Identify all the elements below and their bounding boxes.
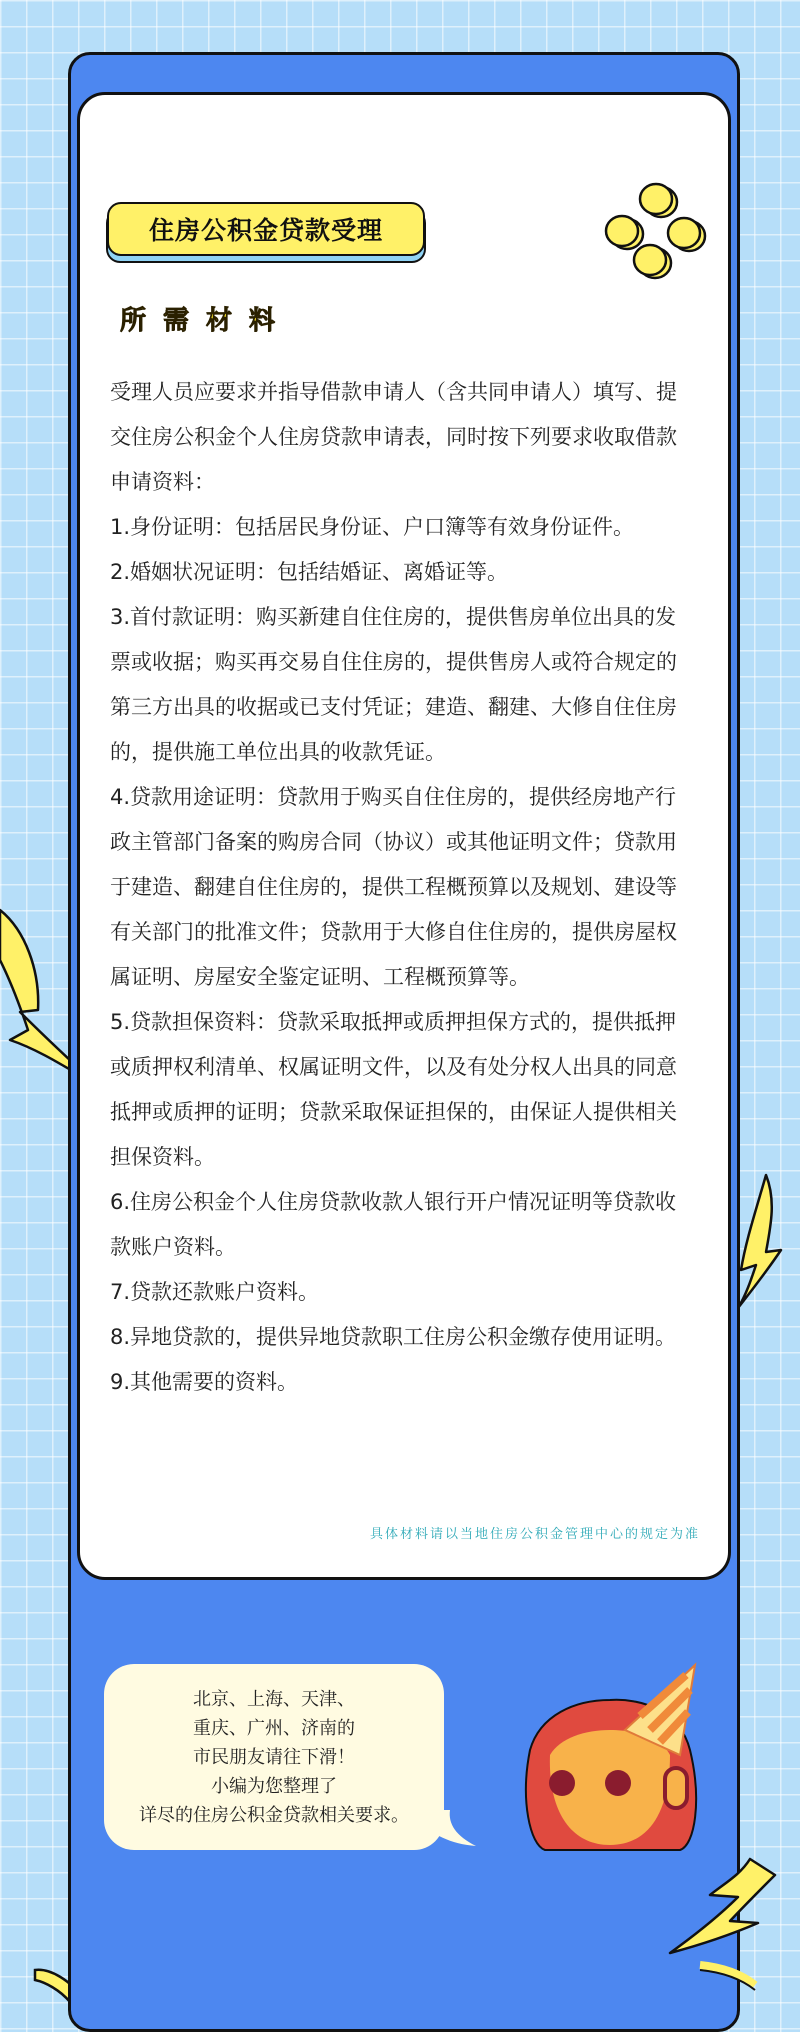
list-item: 8.异地贷款的，提供异地贷款职工住房公积金缴存使用证明。 (110, 1325, 677, 1349)
bubble-line: 北京、上海、天津、 (193, 1688, 355, 1710)
list-item: 5.贷款担保资料：贷款采取抵押或质押担保方式的，提供抵押或质押权利清单、权属证明文件，以及有处分权人出具的同意抵押或质押的证明；贷款采取保证担保的，由保证人提供相关担保资料。 (110, 1010, 677, 1169)
bubble-line: 小编为您整理了 (211, 1775, 337, 1797)
list-item: 7.贷款还款账户资料。 (110, 1280, 320, 1304)
list-item: 1.身份证明：包括居民身份证、户口簿等有效身份证件。 (110, 515, 635, 539)
speech-bubble (104, 1664, 444, 1850)
list-item: 2.婚姻状况证明：包括结婚证、离婚证等。 (110, 560, 509, 584)
lightning-doodle-right-bottom (660, 1855, 780, 1995)
bubble-line: 详尽的住房公积金贷款相关要求。 (139, 1804, 409, 1826)
list-item: 4.贷款用途证明：贷款用于购买自住住房的，提供经房地产行政主管部门备案的购房合同（协议）或其他证明文件；贷款用于建造、翻建自住住房的，提供工程概预算以及规划、建设等有关部门的批准文件；贷款用于大修自住住房的，提供房屋权属证明、房屋安全鉴定证明、工程概预算等。 (110, 785, 677, 989)
footnote: 具体材料请以当地住房公积金管理中心的规定为准 (369, 1526, 700, 1541)
list-item: 6.住房公积金个人住房贷款收款人银行开户情况证明等贷款收款账户资料。 (110, 1190, 677, 1259)
page-title: 住房公积金贷款受理 (107, 202, 425, 256)
coins-icon (604, 180, 714, 290)
bubble-line: 重庆、广州、济南的 (193, 1717, 355, 1739)
section-heading: 所需材料 (120, 306, 293, 336)
list-item: 3.首付款证明：购买新建自住住房的，提供售房单位出具的发票或收据；购买再交易自住住房的，提供售房人或符合规定的第三方出具的收据或已支付凭证；建造、翻建、大修自住住房的，提供施工单位出具的收款凭证。 (110, 605, 677, 764)
bubble-line: 市民朋友请往下滑！ (193, 1746, 355, 1768)
mascot-party-hat-girl (510, 1660, 710, 1860)
intro-paragraph: 受理人员应要求并指导借款申请人（含共同申请人）填写、提交住房公积金个人住房贷款申请表，同时按下列要求收取借款申请资料： (110, 380, 677, 494)
requirements-list (110, 370, 690, 1405)
list-item: 9.其他需要的资料。 (110, 1370, 299, 1394)
